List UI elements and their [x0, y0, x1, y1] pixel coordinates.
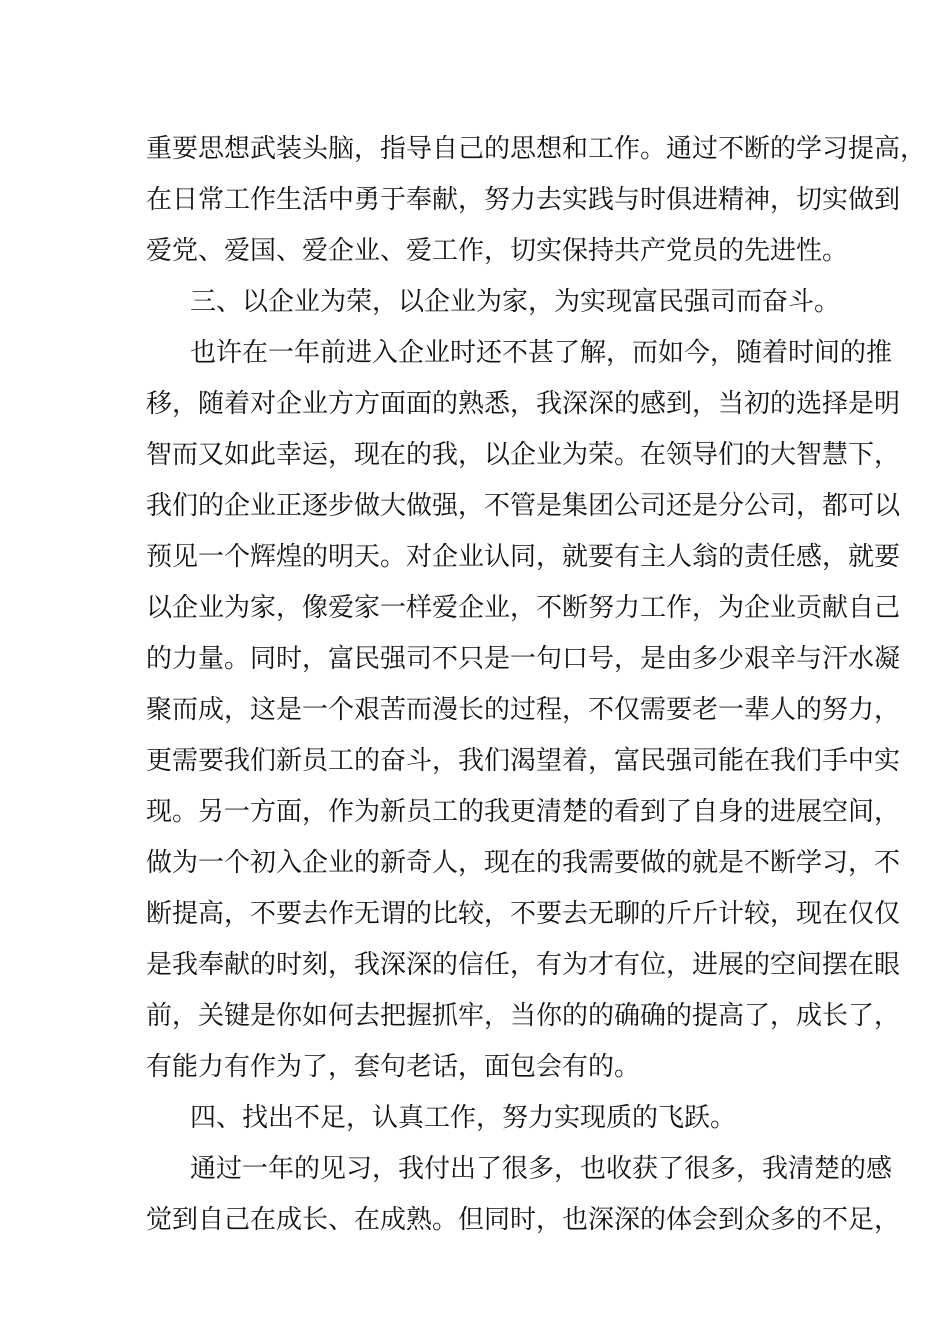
text-line: 更需要我们新员工的奋斗，我们渴望着，富民强司能在我们手中实 — [146, 746, 901, 776]
text-line: 做为一个初入企业的新奇人，现在的我需要做的就是不断学习，不 — [146, 848, 901, 878]
text-line: 觉到自己在成长、在成熟。但同时，也深深的体会到众多的不足， — [146, 1205, 901, 1235]
text-line: 是我奉献的时刻，我深深的信任，有为才有位，进展的空间摆在眼 — [146, 950, 901, 980]
text-line: 的力量。同时，富民强司不只是一句口号，是由多少艰辛与汗水凝 — [146, 644, 901, 674]
text-line: 爱党、爱国、爱企业、爱工作，切实保持共产党员的先进性。 — [146, 236, 849, 266]
text-line: 在日常工作生活中勇于奉献，努力去实践与时俱进精神，切实做到 — [146, 185, 901, 215]
section-heading: 三、以企业为荣，以企业为家，为实现富民强司而奋斗。 — [190, 287, 841, 317]
text-line: 有能力有作为了，套句老话，面包会有的。 — [146, 1052, 641, 1082]
section-heading: 四、找出不足，认真工作，努力实现质的飞跃。 — [190, 1103, 737, 1133]
text-line: 断提高，不要去作无谓的比较，不要去无聊的斤斤计较，现在仅仅 — [146, 899, 901, 929]
text-line: 现。另一方面，作为新员工的我更清楚的看到了自身的进展空间， — [146, 797, 901, 827]
text-line: 我们的企业正逐步做大做强，不管是集团公司还是分公司，都可以 — [146, 491, 901, 521]
text-line: 聚而成，这是一个艰苦而漫长的过程，不仅需要老一辈人的努力， — [146, 695, 901, 725]
text-line: 重要思想武装头脑，指导自己的思想和工作。通过不断的学习提高， — [146, 134, 927, 164]
text-line: 也许在一年前进入企业时还不甚了解，而如今，随着时间的推 — [190, 338, 893, 368]
text-line: 预见一个辉煌的明天。对企业认同，就要有主人翁的责任感，就要 — [146, 542, 901, 572]
text-line: 通过一年的见习，我付出了很多，也收获了很多，我清楚的感 — [190, 1154, 893, 1184]
text-line: 移，随着对企业方方面面的熟悉，我深深的感到，当初的选择是明 — [146, 389, 901, 419]
text-line: 智而又如此幸运，现在的我，以企业为荣。在领导们的大智慧下， — [146, 440, 901, 470]
text-line: 以企业为家，像爱家一样爱企业，不断努力工作，为企业贡献自己 — [146, 593, 901, 623]
text-line: 前，关键是你如何去把握抓牢，当你的的确确的提高了，成长了， — [146, 1001, 901, 1031]
